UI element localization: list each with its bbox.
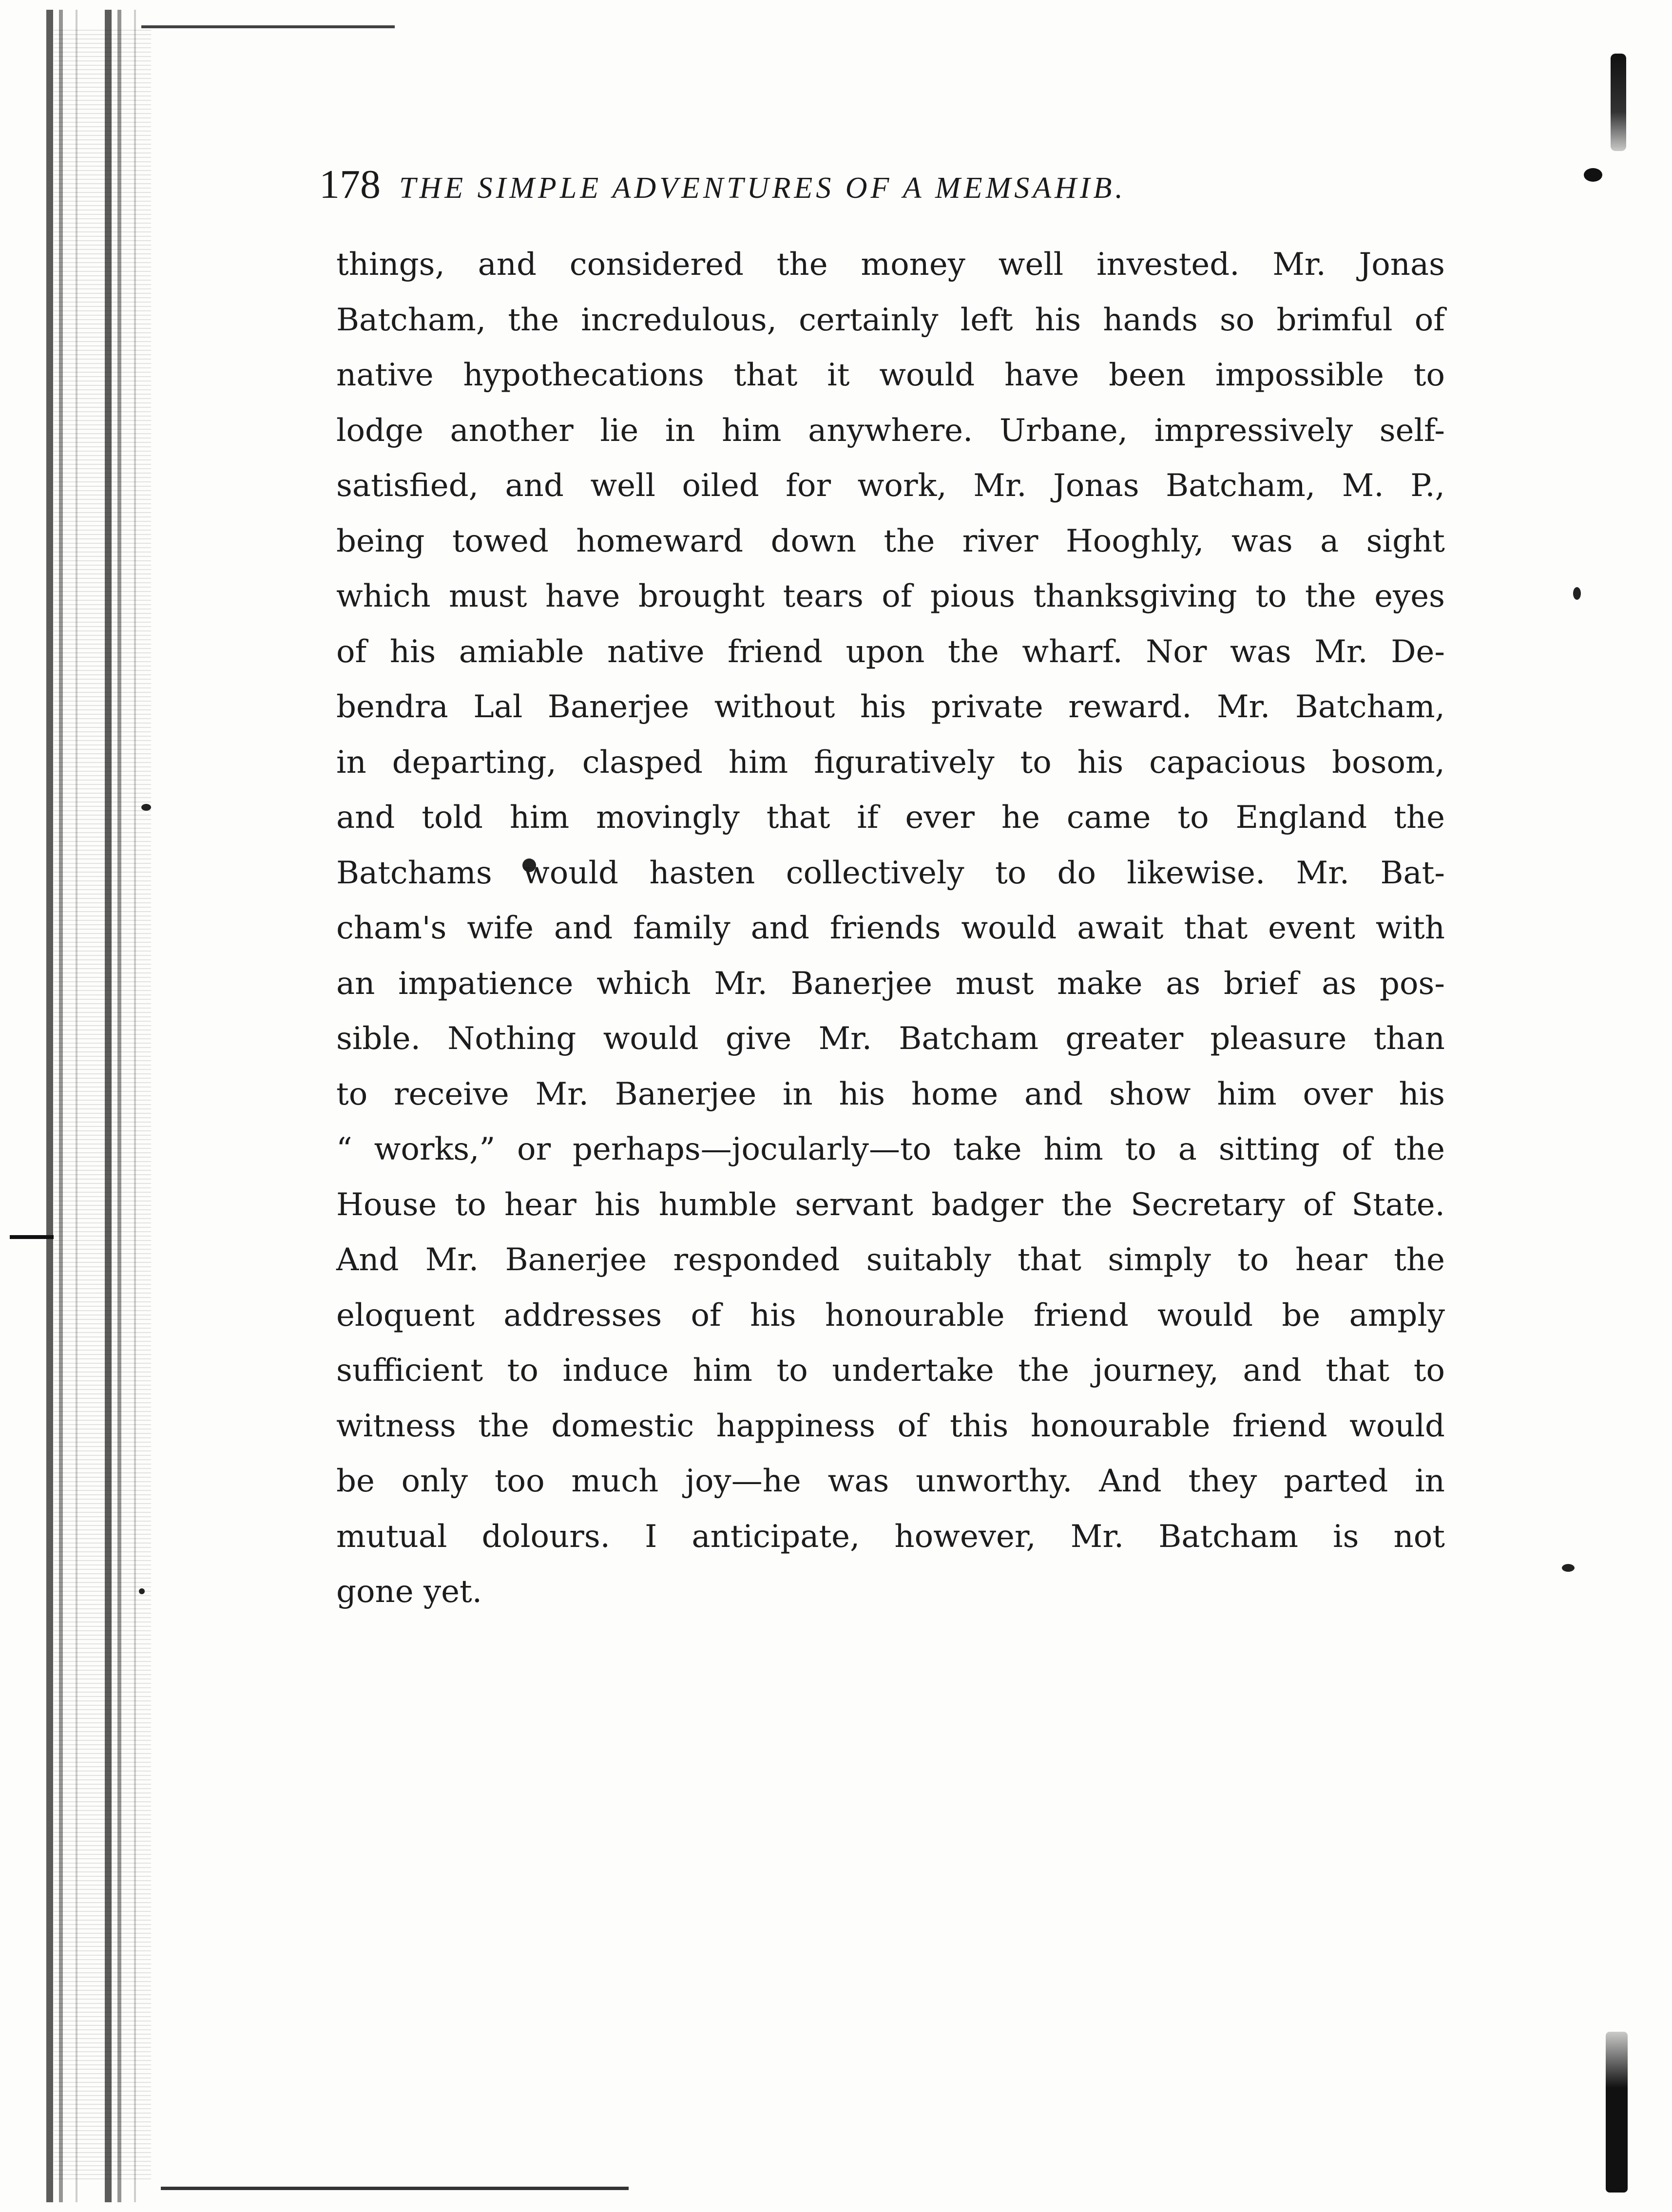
left-edge-tick — [10, 1235, 54, 1239]
text-line: an impatience which Mr. Banerjee must make as brief as pos- — [336, 965, 1445, 1002]
text-line: lodge another lie in him anywhere. Urbane, impressively self- — [336, 412, 1445, 449]
ink-speck — [141, 804, 151, 811]
text-line: being towed homeward down the river Hooghly, was a sight — [336, 523, 1445, 559]
text-line: things, and considered the money well invested. Mr. Jonas — [336, 247, 1445, 283]
text-line: Batcham, the incredulous, certainly left his hands so brimful of — [336, 302, 1445, 338]
text-line: in departing, clasped him figuratively to his capacious bosom, — [336, 744, 1445, 781]
text-line: satisfied, and well oiled for work, Mr. Jonas Batcham, M. P., — [336, 468, 1445, 504]
top-edge-mark — [141, 25, 395, 28]
text-line: of his amiable native friend upon the wharf. Nor was Mr. De- — [336, 633, 1445, 670]
text-line: And Mr. Banerjee responded suitably that simply to hear the — [336, 1242, 1445, 1278]
book-title: THE SIMPLE ADVENTURES OF A MEMSAHIB. — [399, 172, 1126, 205]
running-head — [319, 161, 1445, 210]
text-line: sible. Nothing would give Mr. Batcham greater pleasure than — [336, 1021, 1445, 1057]
text-line: and told him movingly that if ever he came to England the — [336, 800, 1445, 836]
text-line: gone yet. — [336, 1574, 482, 1610]
text-line: House to hear his humble servant badger the Secretary of State. — [336, 1186, 1445, 1223]
text-line: which must have brought tears of pious thanksgiving to the eyes — [336, 578, 1445, 614]
text-line: cham's wife and family and friends would await that event with — [336, 910, 1445, 946]
ink-speck — [139, 1588, 145, 1594]
text-line: be only too much joy—he was unworthy. And they parted in — [336, 1463, 1445, 1499]
text-line: “ works,” or perhaps—jocularly—to take him to a sitting of the — [336, 1131, 1445, 1167]
body-paragraph — [336, 237, 1445, 1620]
right-edge-blot-mid — [1584, 168, 1602, 182]
ink-speck — [1573, 587, 1581, 600]
text-line: mutual dolours. I anticipate, however, Mr. Batcham is not — [336, 1518, 1445, 1555]
text-line: to receive Mr. Banerjee in his home and show him over his — [336, 1076, 1445, 1112]
ink-speck — [1562, 1564, 1575, 1572]
right-edge-blot-bottom — [1606, 2032, 1628, 2193]
bottom-edge-mark — [161, 2187, 629, 2190]
page-number: 178 — [319, 162, 381, 207]
text-line: witness the domestic happiness of this honourable friend would — [336, 1408, 1445, 1444]
text-line: Batchams would hasten collectively to do likewise. Mr. Bat- — [336, 855, 1445, 891]
right-edge-blot-top — [1611, 54, 1626, 151]
text-line: bendra Lal Banerjee without his private reward. Mr. Batcham, — [336, 689, 1445, 725]
text-line: eloquent addresses of his honourable friend would be amply — [336, 1297, 1445, 1334]
binding-edge-speckle — [54, 29, 151, 2183]
text-line: sufficient to induce him to undertake the journey, and that to — [336, 1353, 1445, 1389]
text-line: native hypothecations that it would have been impossible to — [336, 357, 1445, 393]
